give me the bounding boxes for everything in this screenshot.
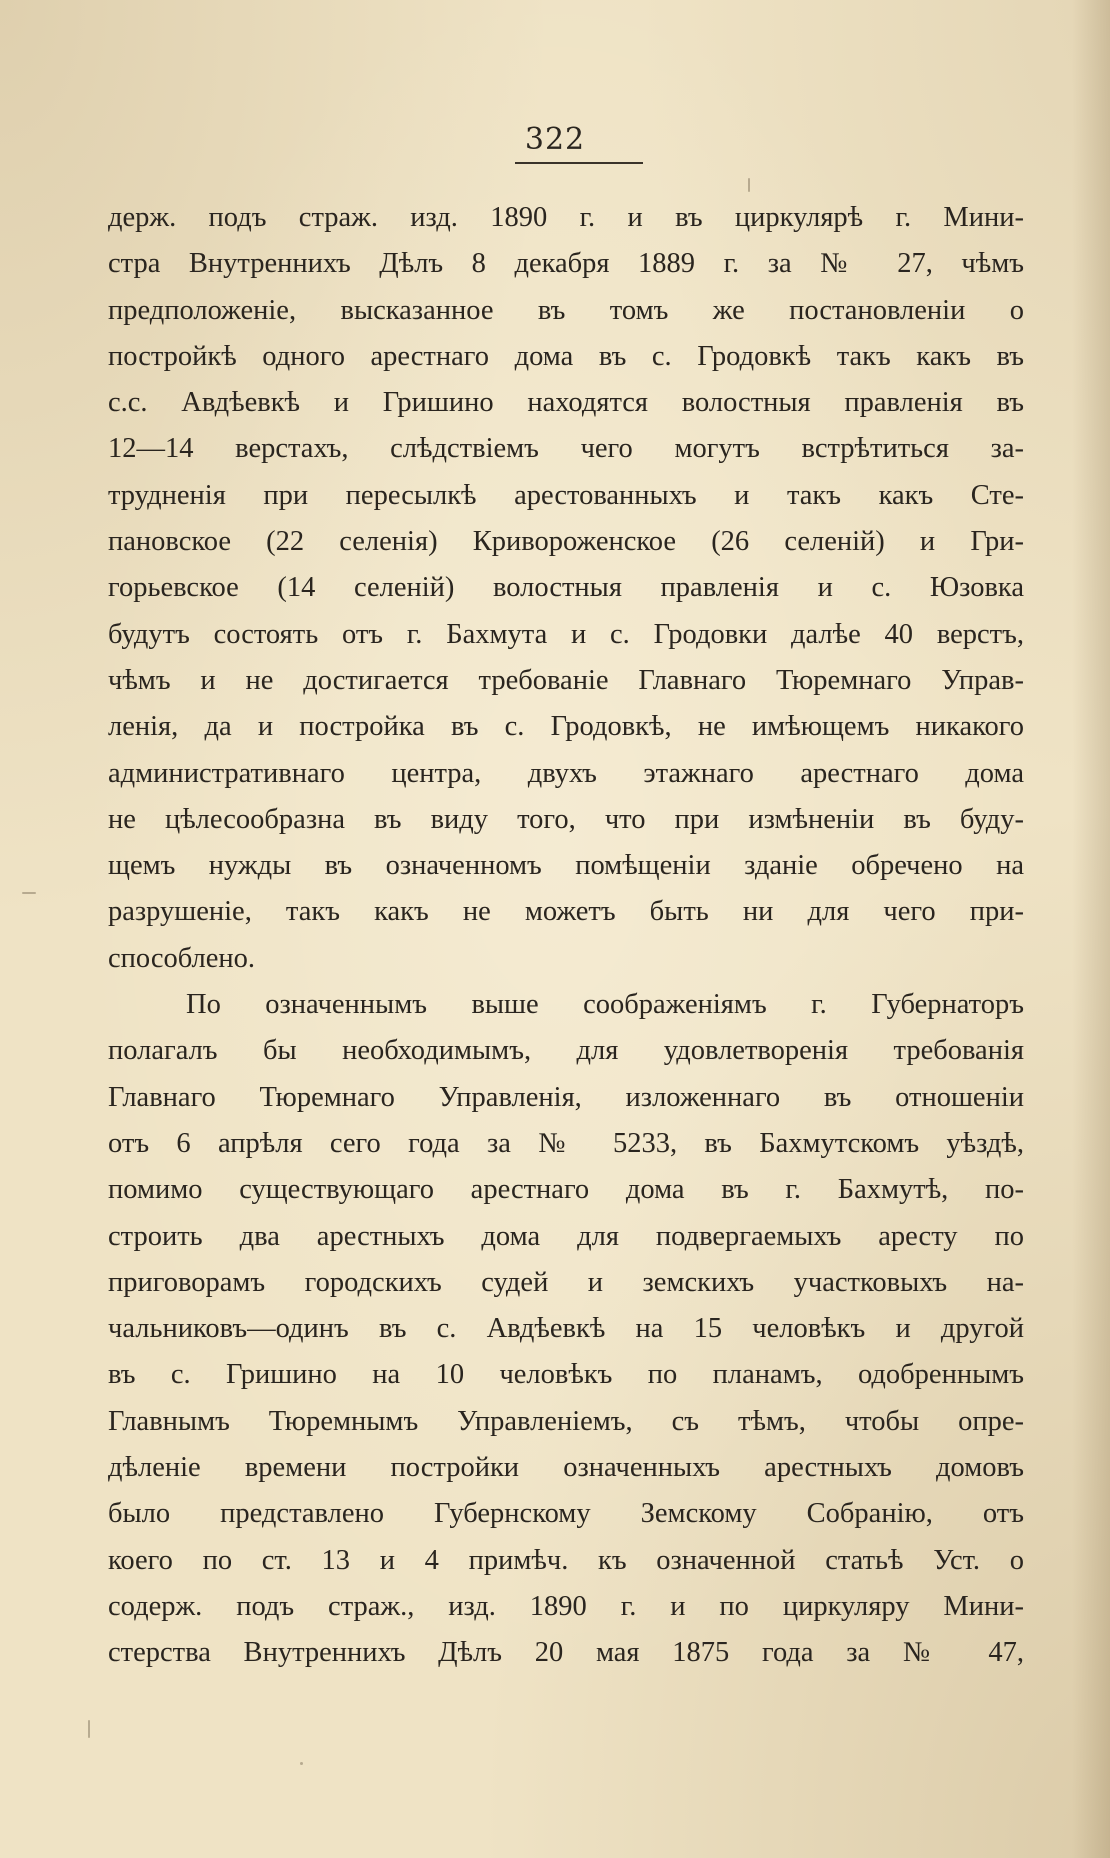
text-line: полагалъ бы необходимымъ, для удовлетворенія требованія <box>108 1035 1024 1067</box>
text-line: коего по ст. 13 и 4 примѣч. къ означенной статьѣ Уст. о <box>108 1544 1024 1576</box>
paper-speck <box>88 1720 90 1738</box>
text-line: отъ 6 апрѣля сего года за № 5233, въ Бахмутскомъ уѣздѣ, <box>108 1127 1024 1159</box>
text-line: щемъ нужды въ означенномъ помѣщеніи зданіе обречено на <box>108 850 1024 882</box>
text-line: стерства Внутреннихъ Дѣлъ 20 мая 1875 года за № 47, <box>108 1637 1024 1669</box>
text-line: ленія, да и постройка въ с. Гродовкѣ, не имѣющемъ никакого <box>108 711 1024 743</box>
text-line: держ. подъ страж. изд. 1890 г. и въ циркулярѣ г. Мини- <box>108 202 1024 233</box>
text-line: Главнымъ Тюремнымъ Управленіемъ, съ тѣмъ, чтобы опре- <box>108 1405 1024 1437</box>
page-number: 322 <box>524 122 586 157</box>
text-line: будутъ состоять отъ г. Бахмута и с. Гродовки далѣе 40 верстъ, <box>108 618 1024 650</box>
text-line: постройкѣ одного арестнаго дома въ с. Гродовкѣ такъ какъ въ <box>108 340 1024 372</box>
text-line: было представлено Губернскому Земскому Собранію, отъ <box>108 1498 1024 1530</box>
text-line: содерж. подъ страж., изд. 1890 г. и по циркуляру Мини- <box>108 1590 1024 1622</box>
text-line: чальниковъ—одинъ въ с. Авдѣевкѣ на 15 человѣкъ и другой <box>108 1313 1024 1345</box>
body-text <box>108 195 1024 1677</box>
page-number-rule <box>515 162 643 164</box>
text-line: стра Внутреннихъ Дѣлъ 8 декабря 1889 г. за № 27, чѣмъ <box>108 248 1024 280</box>
paper-speck <box>22 892 36 894</box>
text-line: административнаго центра, двухъ этажнаго арестнаго дома <box>108 757 1024 789</box>
text-line: горьевское (14 селеній) волостныя правленія и с. Юзовка <box>108 572 1024 604</box>
text-line: не цѣлесообразна въ виду того, что при измѣненіи въ буду- <box>108 803 1024 835</box>
text-line: чѣмъ и не достигается требованіе Главнаго Тюремнаго Управ- <box>108 664 1024 696</box>
text-line: приговорамъ городскихъ судей и земскихъ участковыхъ на- <box>108 1266 1024 1298</box>
text-line: строить два арестныхъ дома для подвергаемыхъ аресту по <box>108 1220 1024 1252</box>
text-line: предположеніе, высказанное въ томъ же постановленіи о <box>108 294 1024 326</box>
text-line: помимо существующаго арестнаго дома въ г. Бахмутѣ, по- <box>108 1174 1024 1206</box>
text-line: дѣленіе времени постройки означенныхъ арестныхъ домовъ <box>108 1452 1024 1484</box>
text-line: въ с. Гришино на 10 человѣкъ по планамъ, одобреннымъ <box>108 1359 1024 1391</box>
text-line: пановское (22 селенія) Кривороженское (26 селеній) и Гри- <box>108 526 1024 558</box>
text-line: 12—14 верстахъ, слѣдствіемъ чего могутъ встрѣтиться за- <box>108 433 1024 465</box>
paper-speck <box>300 1762 303 1765</box>
text-line: Главнаго Тюремнаго Управленія, изложеннаго въ отношеніи <box>108 1081 1024 1113</box>
text-line: трудненія при пересылкѣ арестованныхъ и такъ какъ Сте- <box>108 479 1024 511</box>
paper-speck <box>748 178 750 192</box>
text-line: разрушеніе, такъ какъ не можетъ быть ни для чего при- <box>108 896 1024 928</box>
paragraph-end-line: способлено. <box>108 942 256 974</box>
text-line: с.с. Авдѣевкѣ и Гришино находятся волостныя правленія въ <box>108 387 1024 419</box>
paragraph-start-line: По означеннымъ выше соображеніямъ г. Губернаторъ <box>186 989 1024 1021</box>
page-edge-shadow <box>1072 0 1110 1858</box>
